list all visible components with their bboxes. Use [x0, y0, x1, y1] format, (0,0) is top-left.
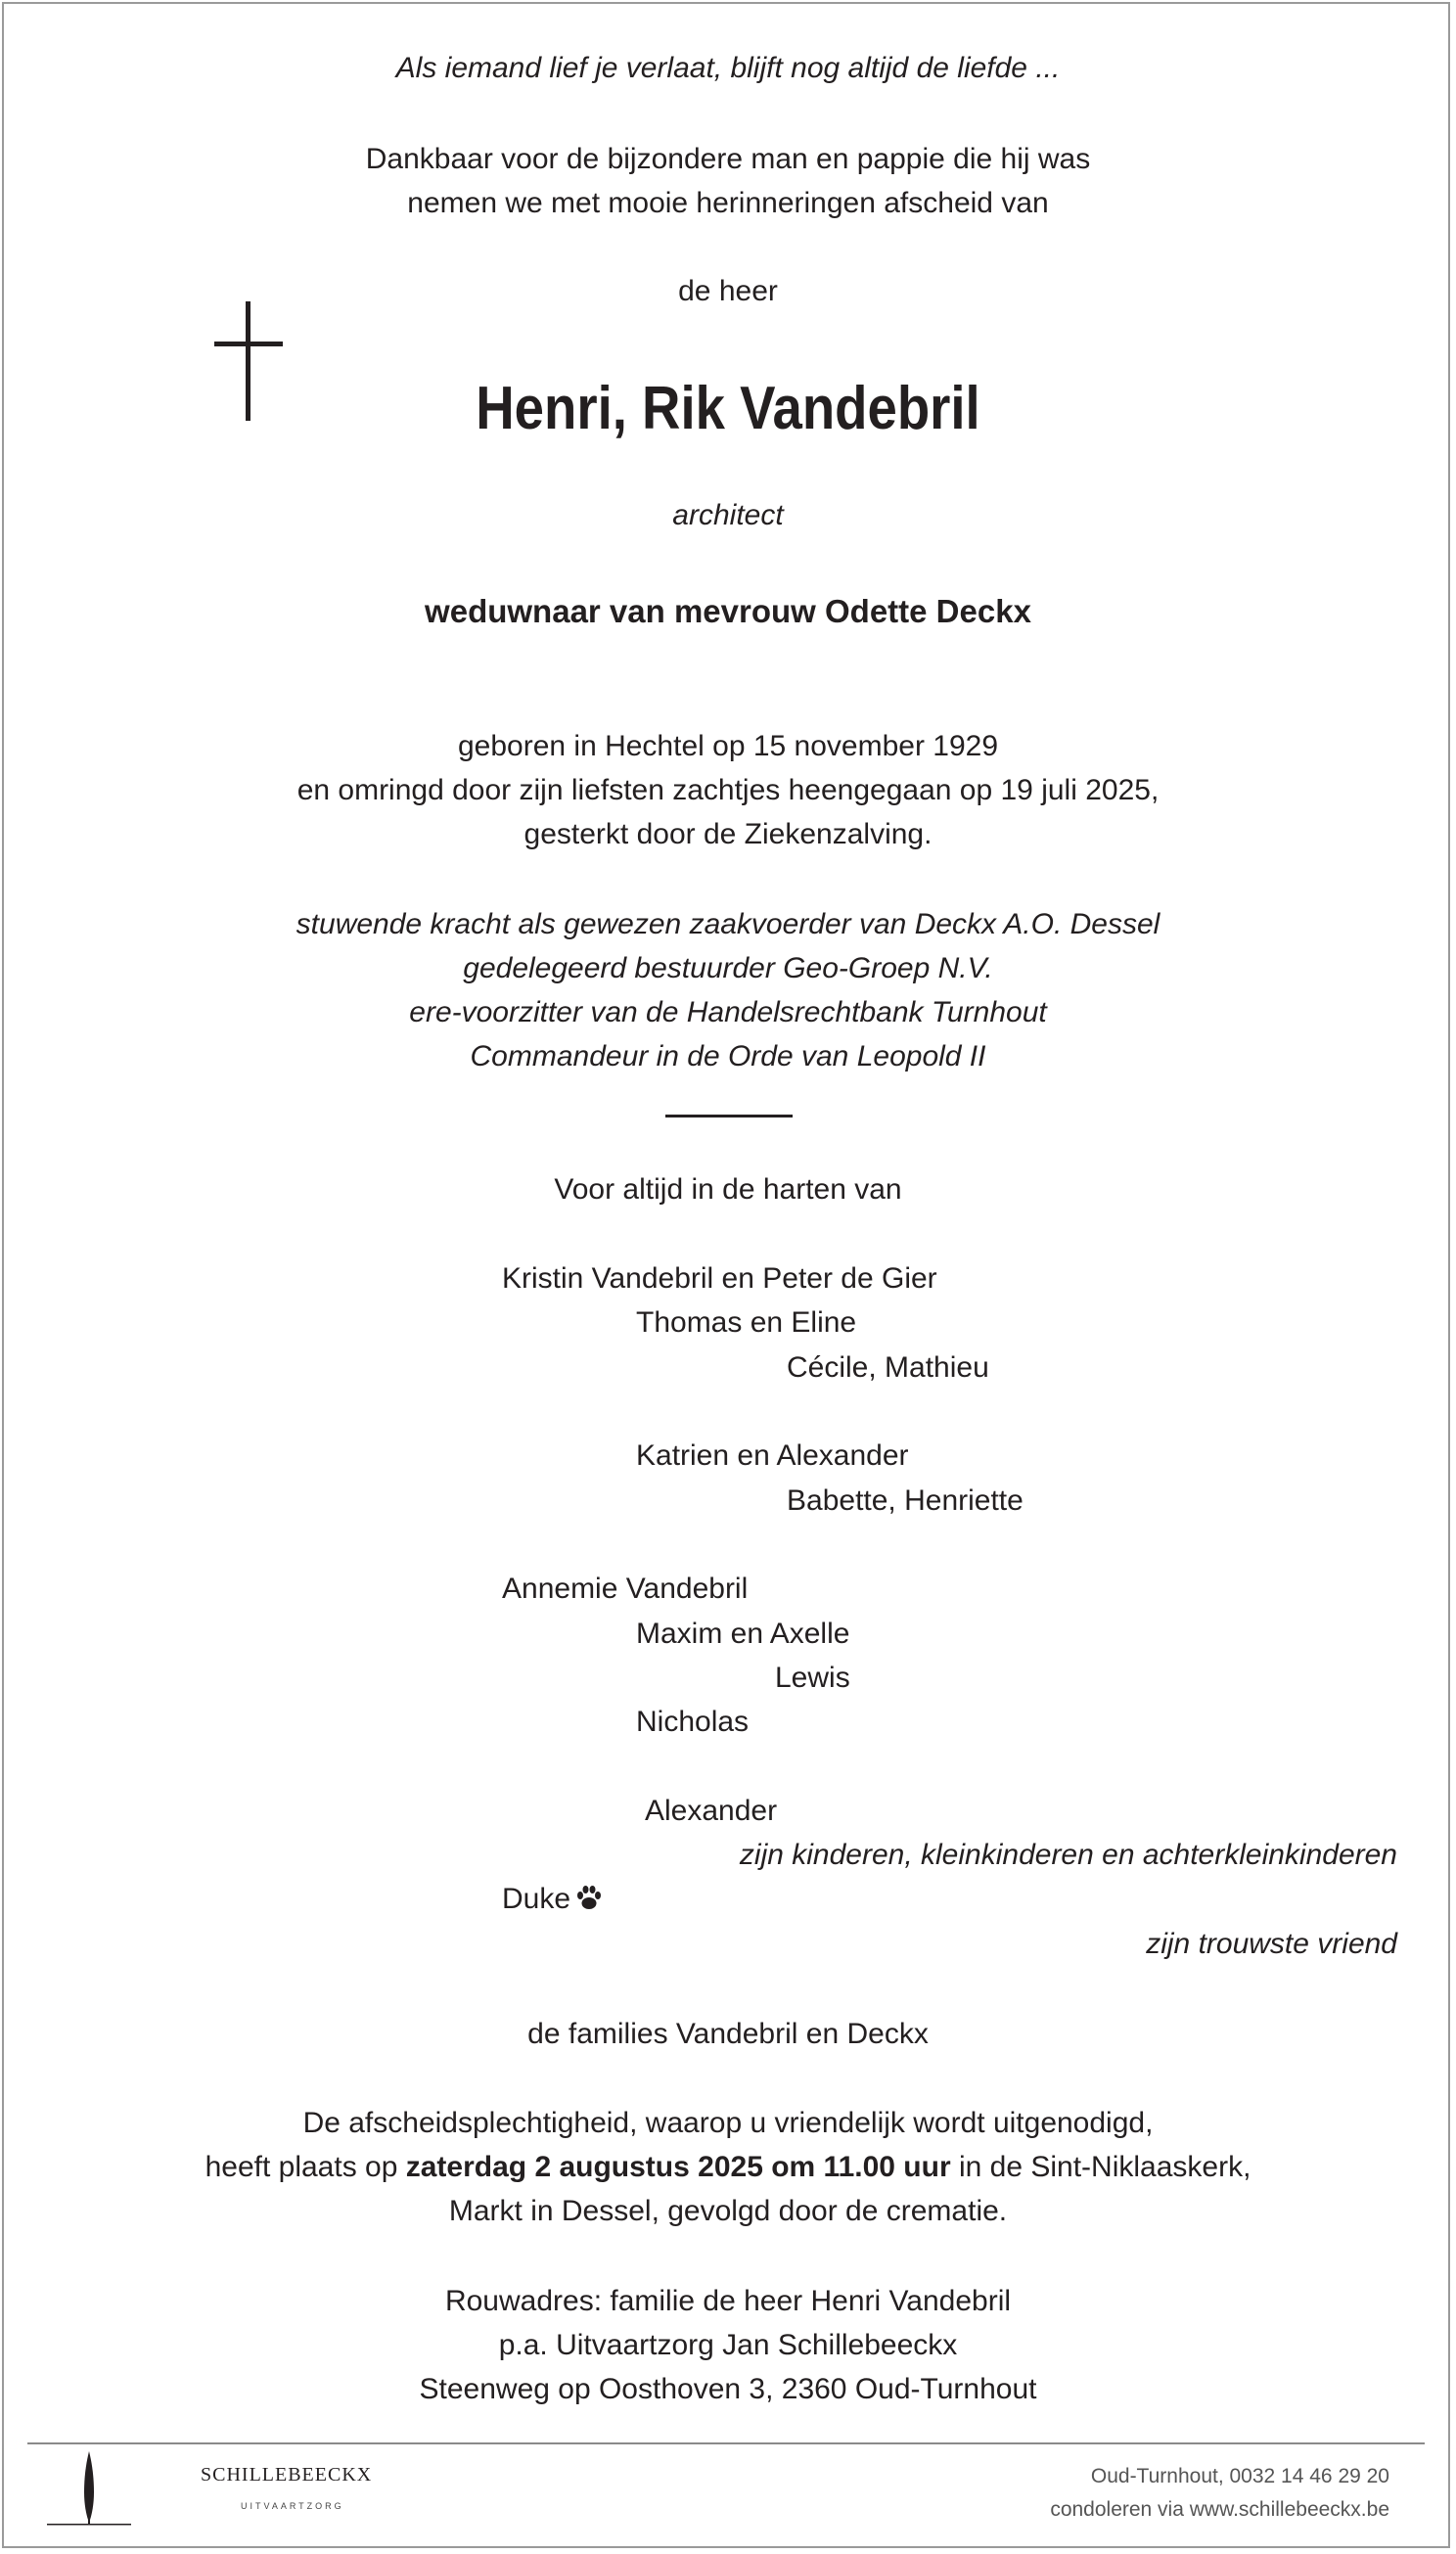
- ceremony-line-1: De afscheidsplechtigheid, waarop u vriendelijk wordt uitgenodigd,: [302, 2107, 1154, 2139]
- family-grandchild-1: Thomas en Eline: [636, 1306, 857, 1339]
- opening-quote: Als iemand lief je verlaat, blijft nog altijd de liefde ...: [395, 52, 1061, 84]
- ceremony-datetime: zaterdag 2 augustus 2025 om 11.00 uur: [405, 2151, 951, 2183]
- role-2: gedelegeerd bestuurder Geo-Groep N.V.: [463, 952, 993, 984]
- ceremony-line-3: Markt in Dessel, gevolgd door de crematie.: [448, 2195, 1008, 2227]
- paw-icon: [574, 1883, 604, 1912]
- passed-line: en omringd door zijn liefsten zachtjes heengegaan op 19 juli 2025,: [296, 774, 1160, 806]
- family-greatgrandchild-1: Cécile, Mathieu: [787, 1351, 989, 1384]
- section-divider: [665, 1115, 793, 1117]
- ceremony-text-post: in de Sint-Niklaaskerk,: [950, 2151, 1251, 2183]
- thanks-line-1: Dankbaar voor de bijzondere man en pappie die hij was: [365, 143, 1091, 175]
- logo-subtitle: UITVAARTZORG: [241, 2501, 344, 2511]
- role-4: Commandeur in de Orde van Leopold II: [470, 1040, 986, 1072]
- contact-website[interactable]: condoleren via www.schillebeeckx.be: [1050, 2498, 1389, 2521]
- address-line-1: Rouwadres: familie de heer Henri Vandebril: [444, 2285, 1012, 2317]
- address-line-2: p.a. Uitvaartzorg Jan Schillebeeckx: [498, 2329, 958, 2361]
- born-line: geboren in Hechtel op 15 november 1929: [457, 730, 999, 762]
- family-grandchild-3: Maxim en Axelle: [636, 1618, 850, 1650]
- pet-name: Duke: [502, 1883, 571, 1915]
- family-intro: Voor altijd in de harten van: [554, 1173, 902, 1206]
- relation-children: zijn kinderen, kleinkinderen en achterkleinkinderen: [739, 1839, 1397, 1871]
- widower-line: weduwnaar van mevrouw Odette Deckx: [425, 593, 1031, 629]
- family-grandchild-4: Nicholas: [636, 1706, 750, 1738]
- deceased-name: Henri, Rik Vandebril: [476, 375, 980, 442]
- family-child-1: Kristin Vandebril en Peter de Gier: [502, 1262, 937, 1295]
- profession: architect: [672, 499, 784, 531]
- family-child-2: Annemie Vandebril: [502, 1573, 749, 1605]
- family-grandchild-5: Alexander: [645, 1795, 778, 1827]
- family-greatgrandchild-3: Lewis: [775, 1662, 850, 1694]
- families-line: de families Vandebril en Deckx: [527, 2018, 929, 2050]
- sacrament-line: gesterkt door de Ziekenzalving.: [523, 818, 933, 850]
- thanks-line-2: nemen we met mooie herinneringen afscheid van: [407, 187, 1049, 219]
- family-greatgrandchild-2: Babette, Henriette: [787, 1484, 1024, 1517]
- pet-line: [502, 1880, 604, 1919]
- role-1: stuwende kracht als gewezen zaakvoerder van Deckx A.O. Dessel: [296, 908, 1160, 940]
- family-grandchild-2: Katrien en Alexander: [636, 1439, 909, 1472]
- relation-pet: zijn trouwste vriend: [1146, 1928, 1397, 1960]
- cypress-tree-icon: [47, 2449, 131, 2528]
- role-3: ere-voorzitter van de Handelsrechtbank Turnhout: [409, 996, 1047, 1028]
- salutation: de heer: [678, 275, 778, 307]
- address-line-3: Steenweg op Oosthoven 3, 2360 Oud-Turnhout: [419, 2373, 1037, 2405]
- footer-divider: [27, 2442, 1425, 2444]
- ceremony-text-pre: heeft plaats op: [205, 2151, 406, 2183]
- ceremony-line-2: [0, 2148, 1456, 2187]
- contact-phone: Oud-Turnhout, 0032 14 46 29 20: [1090, 2465, 1389, 2487]
- logo-name: SCHILLEBEECKX: [201, 2464, 373, 2486]
